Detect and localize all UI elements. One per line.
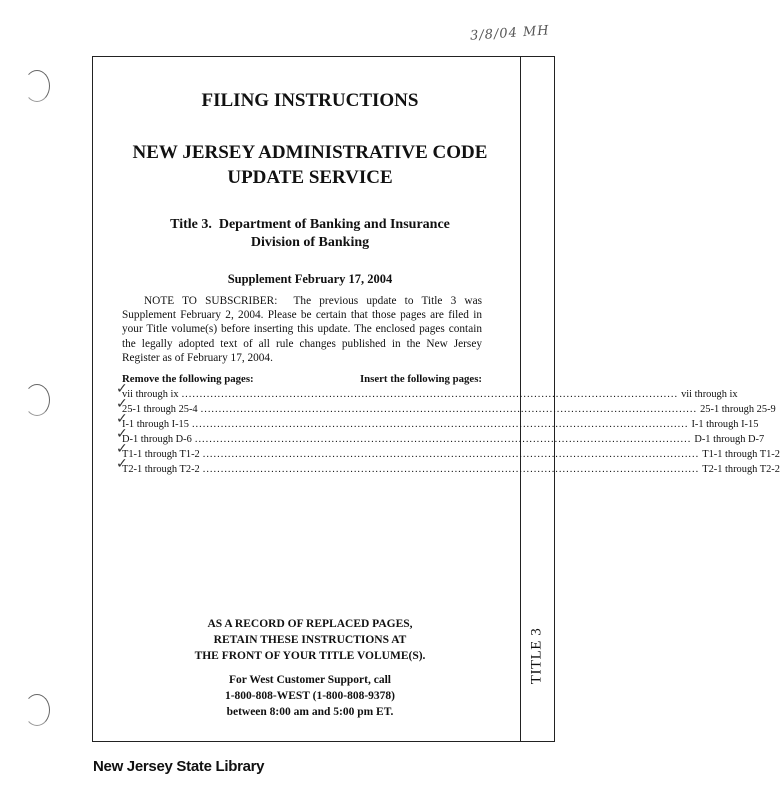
- title-subtitle: [100, 216, 520, 252]
- supplement-date: Supplement February 17, 2004: [227, 272, 393, 286]
- page-replacement-list: [116, 372, 780, 477]
- dot-leader: ..........................................................................................................................................: [202, 464, 700, 475]
- page-title: FILING INSTRUCTIONS: [201, 90, 419, 111]
- support-hours: between 8:00 am and 5:00 pm ET.: [226, 706, 394, 718]
- checkmark-icon: ✓: [116, 441, 128, 457]
- remove-header: Remove the following pages:: [122, 373, 254, 385]
- dot-leader: ..........................................................................................................................................: [191, 419, 689, 430]
- library-stamp: New Jersey State Library: [93, 758, 265, 775]
- record-notice-line-3: THE FRONT OF YOUR TITLE VOLUME(S).: [194, 650, 426, 662]
- checkmark-icon: ✓: [116, 426, 128, 442]
- remove-pages: D-1 through D-6: [122, 434, 192, 445]
- support-phone: 1-800-808-WEST (1-800-808-9378): [224, 690, 396, 702]
- page-row: [116, 411, 759, 432]
- punch-hole-bottom: [24, 694, 50, 726]
- remove-pages: 25-1 through 25-4: [122, 404, 198, 415]
- remove-pages: T2-1 through T2-2: [122, 464, 200, 475]
- page-row: [116, 396, 776, 417]
- dot-leader: ..........................................................................................................................................: [194, 434, 692, 445]
- subtitle-line-1: Title 3. Department of Banking and Insurance: [170, 217, 450, 232]
- support-line-1: For West Customer Support, call: [229, 674, 391, 686]
- insert-pages: D-1 through D-7: [694, 434, 765, 445]
- remove-pages: T1-1 through T1-2: [122, 449, 200, 460]
- code-title-line-2: UPDATE SERVICE: [227, 167, 393, 188]
- checkmark-icon: ✓: [116, 381, 128, 397]
- subscriber-note: NOTE TO SUBSCRIBER: The previous update to Title 3 was Supplement February 2, 2004. Please be certain that those pages are filed in your Title volume(s) before inserting this update. The enclosed pages contain the legally adopted text of all rule changes published in the New Jersey Register as of February 17, 2004.: [122, 295, 485, 364]
- insert-header: Insert the following pages:: [359, 373, 482, 385]
- punch-hole-middle: [24, 384, 50, 416]
- remove-pages: I-1 through I-15: [122, 419, 189, 430]
- remove-pages: vii through ix: [122, 389, 179, 400]
- subtitle-line-2: Division of Banking: [250, 235, 370, 250]
- checkmark-icon: ✓: [116, 456, 128, 472]
- record-notice-line-1: AS A RECORD OF REPLACED PAGES,: [207, 618, 413, 630]
- side-tab-label: TITLE 3: [528, 627, 545, 685]
- customer-support-info: [100, 672, 520, 720]
- insert-pages: vii through ix: [681, 389, 738, 400]
- insert-pages: I-1 through I-15: [691, 419, 759, 430]
- page-row: [116, 426, 765, 447]
- record-notice: [100, 616, 520, 664]
- insert-pages: T2-1 through T2-2: [702, 464, 780, 475]
- page-list-header: [122, 372, 482, 387]
- dot-leader: ..........................................................................................................................................: [181, 389, 679, 400]
- insert-pages: 25-1 through 25-9: [700, 404, 776, 415]
- punch-hole-top: [24, 70, 50, 102]
- record-notice-line-2: RETAIN THESE INSTRUCTIONS AT: [213, 634, 407, 646]
- page-row: [116, 456, 780, 477]
- checkmark-icon: ✓: [116, 396, 128, 412]
- insert-pages: T1-1 through T1-2: [702, 449, 780, 460]
- checkmark-icon: ✓: [116, 411, 128, 427]
- code-title-line-1: NEW JERSEY ADMINISTRATIVE CODE: [132, 142, 488, 163]
- code-title: [100, 140, 520, 190]
- handwritten-date-note: 3/8/04 MH: [469, 23, 551, 44]
- dot-leader: ..........................................................................................................................................: [202, 449, 700, 460]
- dot-leader: ..........................................................................................................................................: [200, 404, 698, 415]
- page-row: [116, 381, 738, 402]
- page-row: [116, 441, 780, 462]
